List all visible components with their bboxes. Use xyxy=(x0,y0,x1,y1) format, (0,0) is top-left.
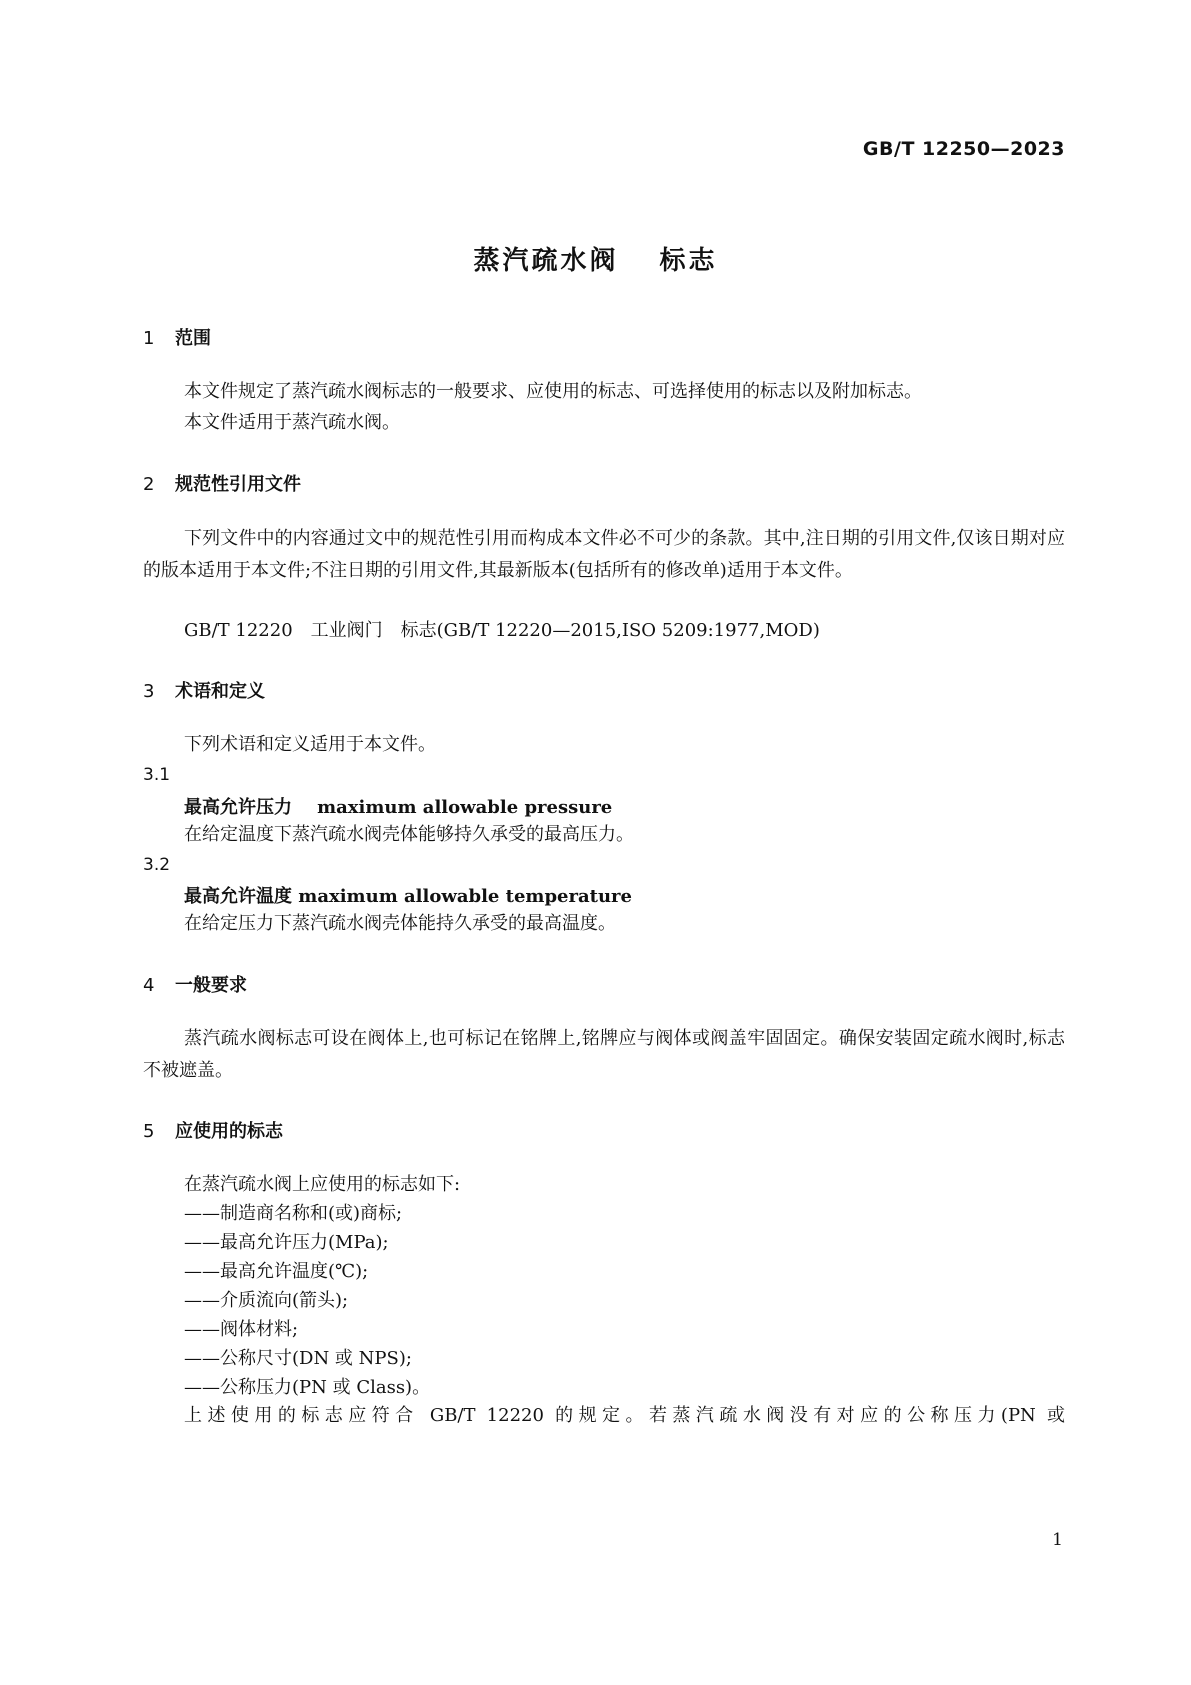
list-item: ——公称压力(PN 或 Class)。 xyxy=(184,1377,431,1398)
section-2-paragraph: 下列文件中的内容通过文中的规范性引用而构成本文件必不可少的条款。其中,注日期的引用文件,仅该日期对应的版本适用于本文件;不注日期的引用文件,其最新版本(包括所有的修改单)适用于本文件。 xyxy=(143,528,1065,581)
section-number: 4 xyxy=(143,975,155,996)
term-definition: 在给定压力下蒸汽疏水阀壳体能持久承受的最高温度。 xyxy=(184,913,616,934)
list-item: ——制造商名称和(或)商标; xyxy=(184,1203,403,1224)
term-en: maximum allowable pressure xyxy=(317,797,613,818)
section-3-intro: 下列术语和定义适用于本文件。 xyxy=(184,734,436,755)
section-5-intro: 在蒸汽疏水阀上应使用的标志如下: xyxy=(184,1174,461,1195)
term-heading xyxy=(184,793,612,819)
term-en: maximum allowable temperature xyxy=(298,886,632,907)
section-title: 范围 xyxy=(175,328,211,349)
section-number: 2 xyxy=(143,474,155,495)
section-2-heading xyxy=(143,470,301,496)
page-number: 1 xyxy=(1052,1530,1063,1550)
section-5-closing: 上述使用的标志应符合 GB/T 12220 的规定。若蒸汽疏水阀没有对应的公称压力(PN 或 xyxy=(184,1405,1065,1426)
section-4-heading xyxy=(143,971,247,997)
section-title: 应使用的标志 xyxy=(175,1121,283,1142)
document-title: 蒸汽疏水阀 标志 xyxy=(473,246,718,276)
section-number: 5 xyxy=(143,1121,155,1142)
list-item: ——公称尺寸(DN 或 NPS); xyxy=(184,1348,412,1369)
section-1-paragraph-2: 本文件适用于蒸汽疏水阀。 xyxy=(184,412,400,433)
list-item: ——阀体材料; xyxy=(184,1319,299,1340)
list-item: ——最高允许温度(℃); xyxy=(184,1261,369,1282)
standard-code: GB/T 12250—2023 xyxy=(862,138,1065,160)
section-title: 术语和定义 xyxy=(175,681,265,702)
section-4-paragraph: 蒸汽疏水阀标志可设在阀体上,也可标记在铭牌上,铭牌应与阀体或阀盖牢固固定。确保安装固定疏水阀时,标志不被遮盖。 xyxy=(143,1028,1065,1081)
term-number: 3.1 xyxy=(143,765,171,785)
section-number: 1 xyxy=(143,328,155,349)
section-3-heading xyxy=(143,677,265,703)
list-item: ——最高允许压力(MPa); xyxy=(184,1232,389,1253)
section-title: 规范性引用文件 xyxy=(175,474,301,495)
term-heading xyxy=(184,882,632,908)
section-1-heading xyxy=(143,324,211,350)
section-title: 一般要求 xyxy=(175,975,247,996)
term-zh: 最高允许压力 xyxy=(184,797,292,818)
section-1-paragraph-1: 本文件规定了蒸汽疏水阀标志的一般要求、应使用的标志、可选择使用的标志以及附加标志。 xyxy=(184,381,922,402)
section-number: 3 xyxy=(143,681,155,702)
term-definition: 在给定温度下蒸汽疏水阀壳体能够持久承受的最高压力。 xyxy=(184,824,634,845)
term-number: 3.2 xyxy=(143,855,171,875)
term-zh: 最高允许温度 xyxy=(184,886,292,907)
section-5-heading xyxy=(143,1117,283,1143)
list-item: ——介质流向(箭头); xyxy=(184,1290,349,1311)
normative-reference: GB/T 12220 工业阀门 标志(GB/T 12220—2015,ISO 5209:1977,MOD) xyxy=(184,620,820,641)
